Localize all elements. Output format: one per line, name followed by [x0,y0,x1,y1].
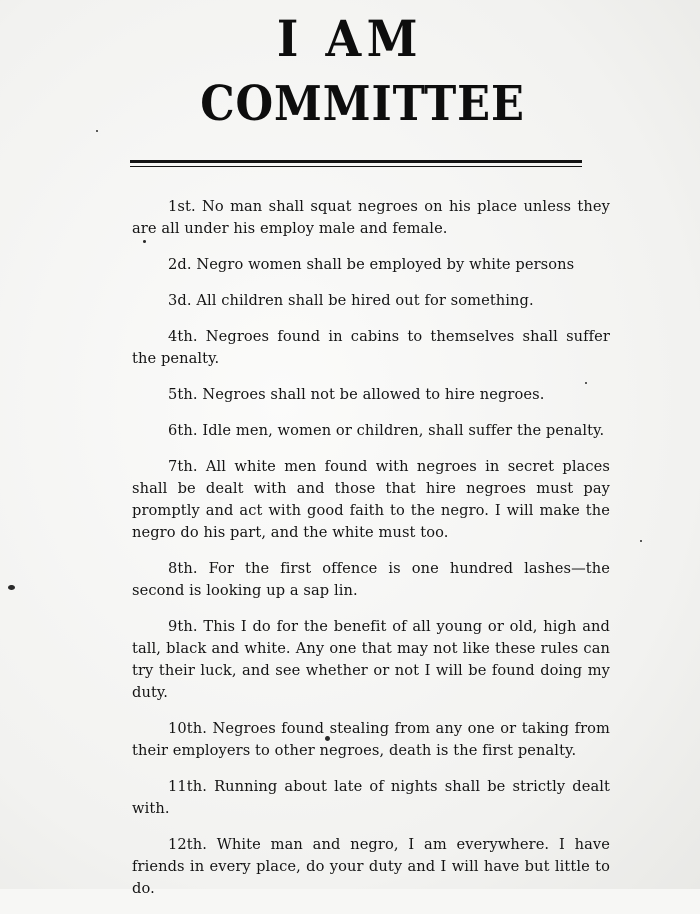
rule-number: 2d. [168,256,192,273]
rule-9 [132,616,610,704]
rule-12 [132,834,610,900]
rule-number: 4th. [168,328,198,345]
rule-4 [132,326,610,370]
rule-text: This I do for the benefit of all young or old, high and tall, black and white. Any one that may not like these rules can try their luck, and see whether or not I will be found doing my duty. [132,618,610,701]
rule-text: All white men found with negroes in secret places shall be dealt with and those that hire negroes must pay promptly and act with good faith to the negro. I will make the negro do his part, and the white must too. [132,458,610,541]
rule-number: 9th. [168,618,198,635]
title-divider-thick [130,160,582,163]
rule-text: All children shall be hired out for something. [196,292,534,309]
title-divider-thin [130,166,582,167]
ink-speck [96,130,98,132]
rule-7 [132,456,610,544]
rule-number: 3d. [168,292,192,309]
rule-number: 6th. [168,422,198,439]
rule-text: Negro women shall be employed by white persons [196,256,575,273]
rule-number: 5th. [168,386,198,403]
rule-1 [132,196,610,240]
rule-text: Negroes found stealing from any one or taking from their employers to other negroes, death is the first penalty. [132,720,610,759]
rule-text: Negroes found in cabins to themselves shall suffer the penalty. [132,328,610,367]
document-title-line-1: I AM [276,9,424,68]
rules-list [132,196,610,914]
document-title-line-2: COMMITTEE [200,76,525,132]
rule-number: 7th. [168,458,198,475]
rule-text: White man and negro, I am everywhere. I have friends in every place, do your duty and I will have but little to do. [132,836,610,897]
rule-number: 11th. [168,778,207,795]
rule-6 [132,420,610,442]
rule-number: 8th. [168,560,198,577]
ink-speck [8,585,15,590]
ink-speck [640,540,642,542]
rule-11 [132,776,610,820]
rule-text: Running about late of nights shall be strictly dealt with. [132,778,610,817]
rule-10 [132,718,610,762]
rule-text: No man shall squat negroes on his place unless they are all under his employ male and female. [132,198,610,237]
rule-number: 1st. [168,198,196,215]
rule-8 [132,558,610,602]
rule-2 [132,254,610,276]
rule-5 [132,384,610,406]
rule-text: Idle men, women or children, shall suffer the penalty. [202,422,605,439]
rule-text: Negroes shall not be allowed to hire negroes. [202,386,545,403]
rule-text: For the first offence is one hundred lashes—the second is looking up a sap lin. [132,560,610,599]
rule-3 [132,290,610,312]
rule-number: 10th. [168,720,207,737]
rule-number: 12th. [168,836,207,853]
